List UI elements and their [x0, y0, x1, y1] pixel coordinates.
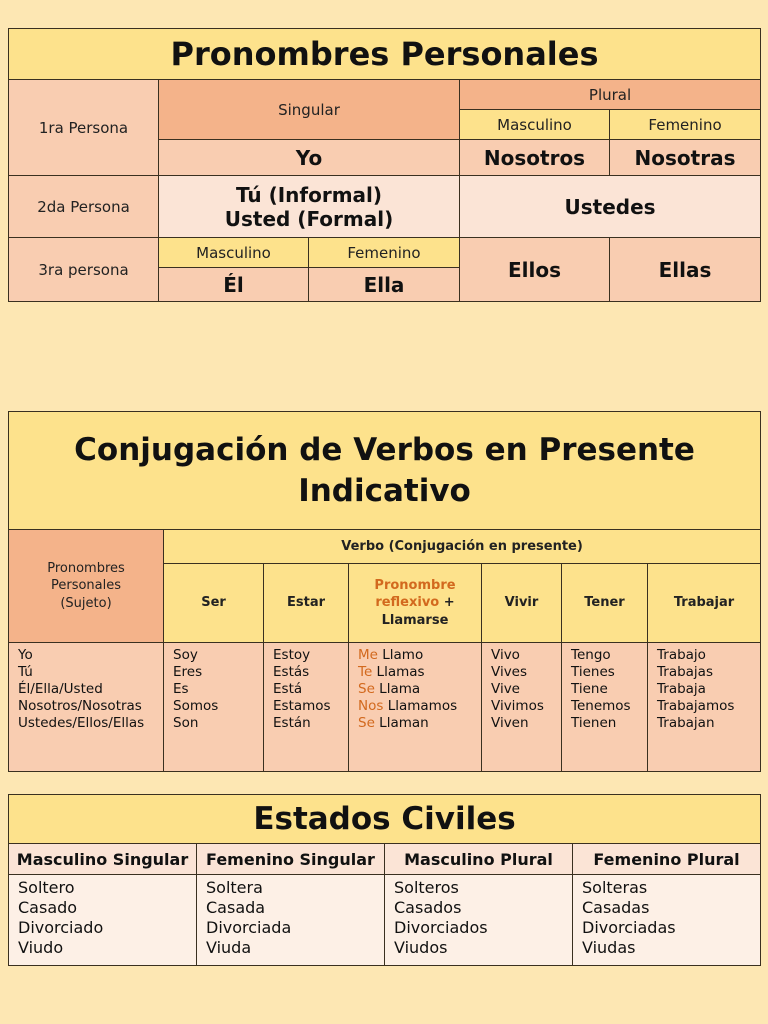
row-label-3ra-persona: 3ra persona [9, 238, 159, 302]
list-item: Tú [18, 664, 33, 680]
list-item: Soltera [206, 878, 263, 897]
list-item: Tiene [571, 681, 608, 697]
list-item: Trabajamos [657, 698, 735, 714]
masculino-singular-column [9, 875, 197, 966]
list-item: Viudas [582, 938, 636, 957]
list-item: Ustedes/Ellos/Ellas [18, 715, 145, 731]
list-item: Viven [491, 715, 529, 731]
list-item: Soltero [18, 878, 75, 897]
list-item: Divorciado [18, 918, 104, 937]
list-item: Casado [18, 898, 78, 917]
list-item: Viudos [394, 938, 448, 957]
list-item: Solteros [394, 878, 459, 897]
list-item: Vives [491, 664, 528, 680]
pronoun-tu-informal: Tú (Informal) [235, 182, 383, 207]
masculino-plural-column [385, 875, 573, 966]
list-item: Eres [173, 664, 203, 680]
list-item: Soy [173, 647, 198, 663]
reflexive-pronoun: Me [358, 647, 378, 663]
pronombres-header-line3: (Sujeto) [60, 595, 112, 611]
verb-form: Llamas [372, 664, 425, 680]
estados-title: Estados Civiles [9, 795, 761, 844]
reflexivo-header-line3: Llamarse [381, 612, 449, 628]
list-item: Es [173, 681, 189, 697]
tener-column [562, 643, 648, 772]
vivir-column [482, 643, 562, 772]
conjugacion-title [9, 412, 761, 530]
pronombres-header-line1: Pronombres [47, 560, 125, 576]
pronoun-el: Él [159, 268, 309, 302]
tener-header: Tener [562, 564, 648, 643]
pronombres-sujeto-header [9, 530, 164, 643]
row-label-2da-persona: 2da Persona [9, 176, 159, 238]
list-item: Solteras [582, 878, 648, 897]
pronouns-column [9, 643, 164, 772]
vivir-header: Vivir [482, 564, 562, 643]
list-item: Viudo [18, 938, 64, 957]
reflexivo-header-line2: reflexivo [375, 595, 440, 611]
plural-femenino-header: Femenino [610, 110, 761, 140]
ser-header: Ser [164, 564, 264, 643]
row-label-1ra-persona: 1ra Persona [9, 80, 159, 176]
pronoun-ustedes: Ustedes [460, 176, 761, 238]
list-item [358, 715, 472, 732]
list-item: Yo [18, 647, 33, 663]
conjugacion-title-line2: Indicativo [298, 472, 471, 509]
pronombres-header-line2: Personales [50, 578, 122, 594]
trabajar-column [648, 643, 761, 772]
pronoun-nosotros: Nosotros [460, 140, 610, 176]
list-item: Trabaja [657, 681, 706, 697]
verbo-header: Verbo (Conjugación en presente) [164, 530, 761, 564]
list-item: Trabajas [657, 664, 713, 680]
reflexivo-header-line1: Pronombre [374, 577, 456, 593]
pronoun-nosotras: Nosotras [610, 140, 761, 176]
list-item: Tenemos [571, 698, 631, 714]
list-item: Casadas [582, 898, 650, 917]
trabajar-header: Trabajar [648, 564, 761, 643]
list-item [358, 647, 472, 664]
reflexivo-llamarse-header [349, 564, 482, 643]
list-item: Estoy [273, 647, 311, 663]
list-item: Divorciada [206, 918, 292, 937]
reflexive-pronoun: Se [358, 681, 375, 697]
pronoun-ella: Ella [309, 268, 460, 302]
list-item: Viuda [206, 938, 252, 957]
list-item: Son [173, 715, 199, 731]
list-item: Divorciados [394, 918, 488, 937]
reflexivo-header-plus: + [439, 595, 455, 611]
plural-header: Plural [460, 80, 761, 110]
singular-masculino-header: Masculino [159, 238, 309, 268]
list-item: Vivimos [491, 698, 544, 714]
pronombres-title: Pronombres Personales [9, 29, 761, 80]
verb-form: Llamo [377, 647, 424, 663]
list-item [358, 664, 472, 681]
pronoun-yo: Yo [159, 140, 460, 176]
conjugacion-table [8, 411, 761, 772]
pronoun-tu-usted [159, 176, 460, 238]
list-item: Tienen [571, 715, 617, 731]
reflexive-pronoun: Te [358, 664, 373, 680]
masculino-plural-header: Masculino Plural [385, 844, 573, 875]
ser-column [164, 643, 264, 772]
pronoun-ellas: Ellas [610, 238, 761, 302]
list-item: Tienes [571, 664, 615, 680]
verb-form: Llama [374, 681, 421, 697]
verb-form: Llaman [374, 715, 429, 731]
femenino-singular-header: Femenino Singular [197, 844, 385, 875]
list-item: Casada [206, 898, 266, 917]
masculino-singular-header: Masculino Singular [9, 844, 197, 875]
estados-civiles-table [8, 794, 761, 966]
list-item: Divorciadas [582, 918, 676, 937]
singular-femenino-header: Femenino [309, 238, 460, 268]
llamarse-column [349, 643, 482, 772]
list-item: Está [273, 681, 303, 697]
pronombres-personales-table [8, 28, 761, 302]
list-item: Él/Ella/Usted [18, 681, 103, 697]
list-item: Estamos [273, 698, 331, 714]
list-item: Tengo [571, 647, 611, 663]
list-item: Nosotros/Nosotras [18, 698, 142, 714]
plural-masculino-header: Masculino [460, 110, 610, 140]
reflexive-pronoun: Se [358, 715, 375, 731]
femenino-plural-column [573, 875, 761, 966]
verb-form: Llamamos [383, 698, 458, 714]
list-item: Casados [394, 898, 462, 917]
estar-header: Estar [264, 564, 349, 643]
list-item: Trabajan [657, 715, 715, 731]
list-item [358, 681, 472, 698]
reflexive-pronoun: Nos [358, 698, 384, 714]
femenino-plural-header: Femenino Plural [573, 844, 761, 875]
singular-header: Singular [159, 80, 460, 140]
list-item: Estás [273, 664, 310, 680]
conjugacion-title-line1: Conjugación de Verbos en Presente [74, 432, 695, 469]
list-item: Están [273, 715, 311, 731]
estar-column [264, 643, 349, 772]
pronoun-ellos: Ellos [460, 238, 610, 302]
list-item [358, 698, 472, 715]
list-item: Vive [491, 681, 520, 697]
list-item: Trabajo [657, 647, 706, 663]
list-item: Somos [173, 698, 219, 714]
pronoun-usted-formal: Usted (Formal) [224, 206, 394, 231]
list-item: Vivo [491, 647, 520, 663]
femenino-singular-column [197, 875, 385, 966]
